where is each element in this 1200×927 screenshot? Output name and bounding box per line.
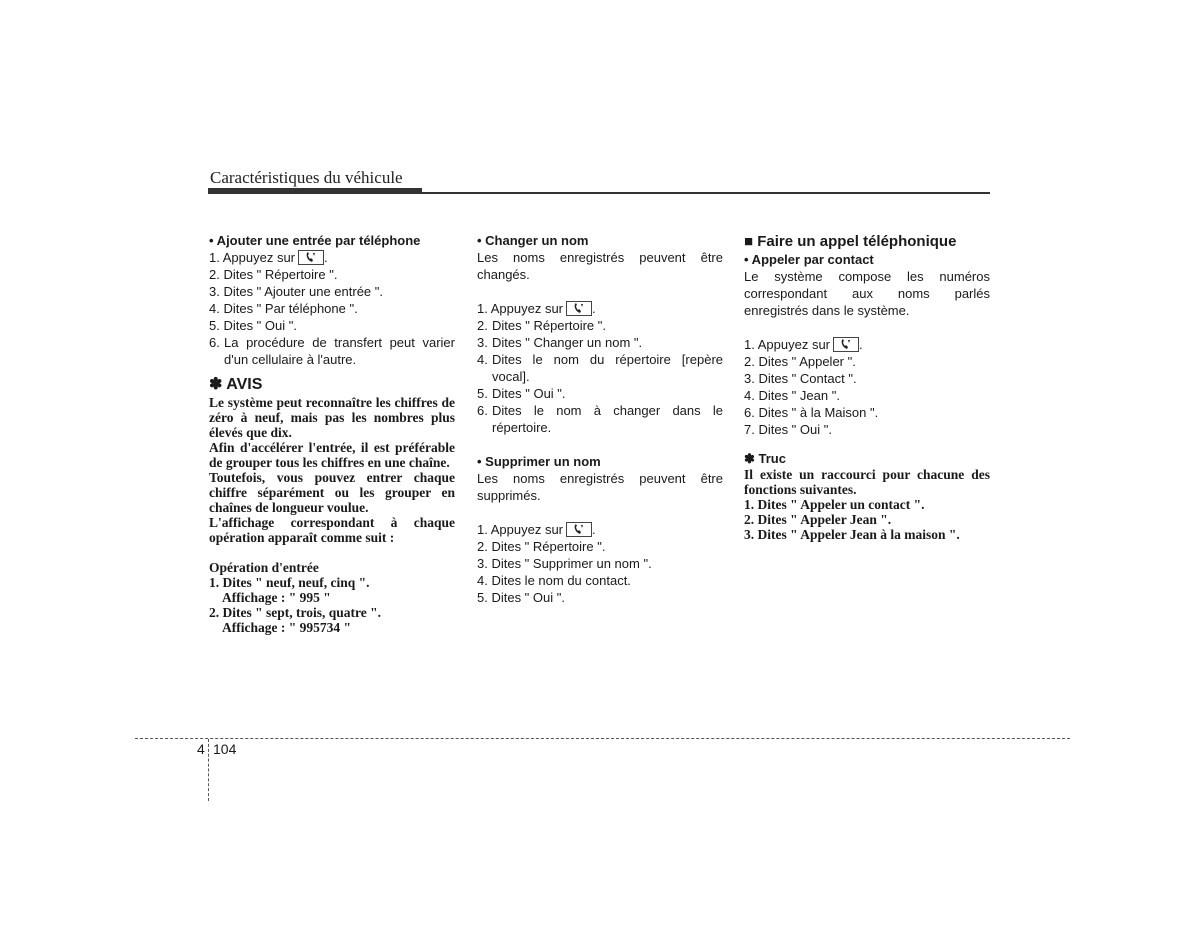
heading-change-name: • Changer un nom — [477, 233, 589, 248]
heading-add-entry: • Ajouter une entrée par téléphone — [209, 233, 421, 248]
step-2: 2. Dites " Répertoire ". — [209, 267, 338, 282]
step-6: 6. Dites " à la Maison ". — [744, 405, 879, 420]
truc-item: 1. Dites " Appeler un contact ". — [744, 497, 925, 512]
step-3: 3. Dites " Contact ". — [744, 371, 857, 386]
operation-2-display: Affichage : " 995734 " — [222, 620, 351, 635]
step-2: 2. Dites " Répertoire ". — [477, 318, 606, 333]
step-3: 3. Dites " Ajouter une entrée ". — [209, 284, 383, 299]
step-4: 4. Dites le nom du contact. — [477, 573, 631, 588]
step-2: 2. Dites " Appeler ". — [744, 354, 856, 369]
phone-button-icon — [566, 522, 592, 537]
operation-title: Opération d'entrée — [209, 560, 319, 575]
page-header-title: Caractéristiques du véhicule — [210, 168, 403, 187]
footer-divider — [208, 739, 209, 801]
phone-button-icon — [298, 250, 324, 265]
step-1: 1. Appuyez sur . — [744, 337, 863, 352]
truc-item: 2. Dites " Appeler Jean ". — [744, 512, 892, 527]
step-3: 3. Dites " Supprimer un nom ". — [477, 556, 652, 571]
operation-1-display: Affichage : " 995 " — [222, 590, 331, 605]
page-number: 104 — [213, 741, 237, 757]
truc-title: ✽ Truc — [744, 451, 786, 466]
intro-change-name: Les noms enregistrés peuvent être changés. — [477, 250, 723, 282]
operation-2: 2. Dites " sept, trois, quatre ". — [209, 605, 381, 620]
footer-rule — [135, 738, 1070, 739]
step-5: 5. Dites " Oui ". — [477, 386, 566, 401]
avis-para: Le système peut reconnaître les chiffres de zéro à neuf, mais pas les nombres plus élevés que dix. — [209, 395, 455, 440]
avis-para: L'affichage correspondant à chaque opération apparaît comme suit : — [209, 515, 455, 545]
avis-para: Afin d'accélérer l'entrée, il est préférable de grouper tous les chiffres en une chaîne. — [209, 440, 455, 470]
step-5: 5. Dites " Oui ". — [477, 590, 565, 605]
step-6: 6. La procédure de transfert peut varier d'un cellulaire à l'autre. — [209, 335, 455, 367]
truc-intro: Il existe un raccourci pour chacune des fonctions suivantes. — [744, 467, 990, 497]
step-6: 6. Dites le nom à changer dans le répertoire. — [477, 403, 723, 435]
step-7: 7. Dites " Oui ". — [744, 422, 832, 437]
truc-item: 3. Dites " Appeler Jean à la maison ". — [744, 527, 960, 542]
column-3 — [744, 232, 990, 542]
intro-delete-name: Les noms enregistrés peuvent être supprimés. — [477, 471, 723, 503]
header-rule-thin — [208, 192, 990, 194]
step-4: 4. Dites " Par téléphone ". — [209, 301, 358, 316]
avis-para: Toutefois, vous pouvez entrer chaque chiffre séparément ou les grouper en chaînes de longueur voulue. — [209, 470, 455, 515]
avis-title: ✽ AVIS — [209, 376, 263, 393]
step-5: 5. Dites " Oui ". — [209, 318, 297, 333]
step-1: 1. Appuyez sur . — [477, 522, 596, 537]
step-1: 1. Appuyez sur . — [209, 250, 328, 265]
intro-call-contact: Le système compose les numéros correspondant aux noms parlés enregistrés dans le système. — [744, 269, 990, 318]
step-4: 4. Dites le nom du répertoire [repère vocal]. — [477, 352, 723, 384]
operation-1: 1. Dites " neuf, neuf, cinq ". — [209, 575, 370, 590]
step-2: 2. Dites " Répertoire ". — [477, 539, 606, 554]
column-2 — [477, 232, 723, 606]
chapter-number: 4 — [197, 741, 205, 757]
section-title-call: ■ Faire un appel téléphonique — [744, 233, 957, 250]
step-4: 4. Dites " Jean ". — [744, 388, 840, 403]
column-1 — [209, 232, 455, 635]
heading-call-contact: • Appeler par contact — [744, 252, 874, 267]
phone-button-icon — [566, 301, 592, 316]
phone-button-icon — [833, 337, 859, 352]
step-3: 3. Dites " Changer un nom ". — [477, 335, 643, 350]
heading-delete-name: • Supprimer un nom — [477, 454, 601, 469]
step-1: 1. Appuyez sur . — [477, 301, 596, 316]
